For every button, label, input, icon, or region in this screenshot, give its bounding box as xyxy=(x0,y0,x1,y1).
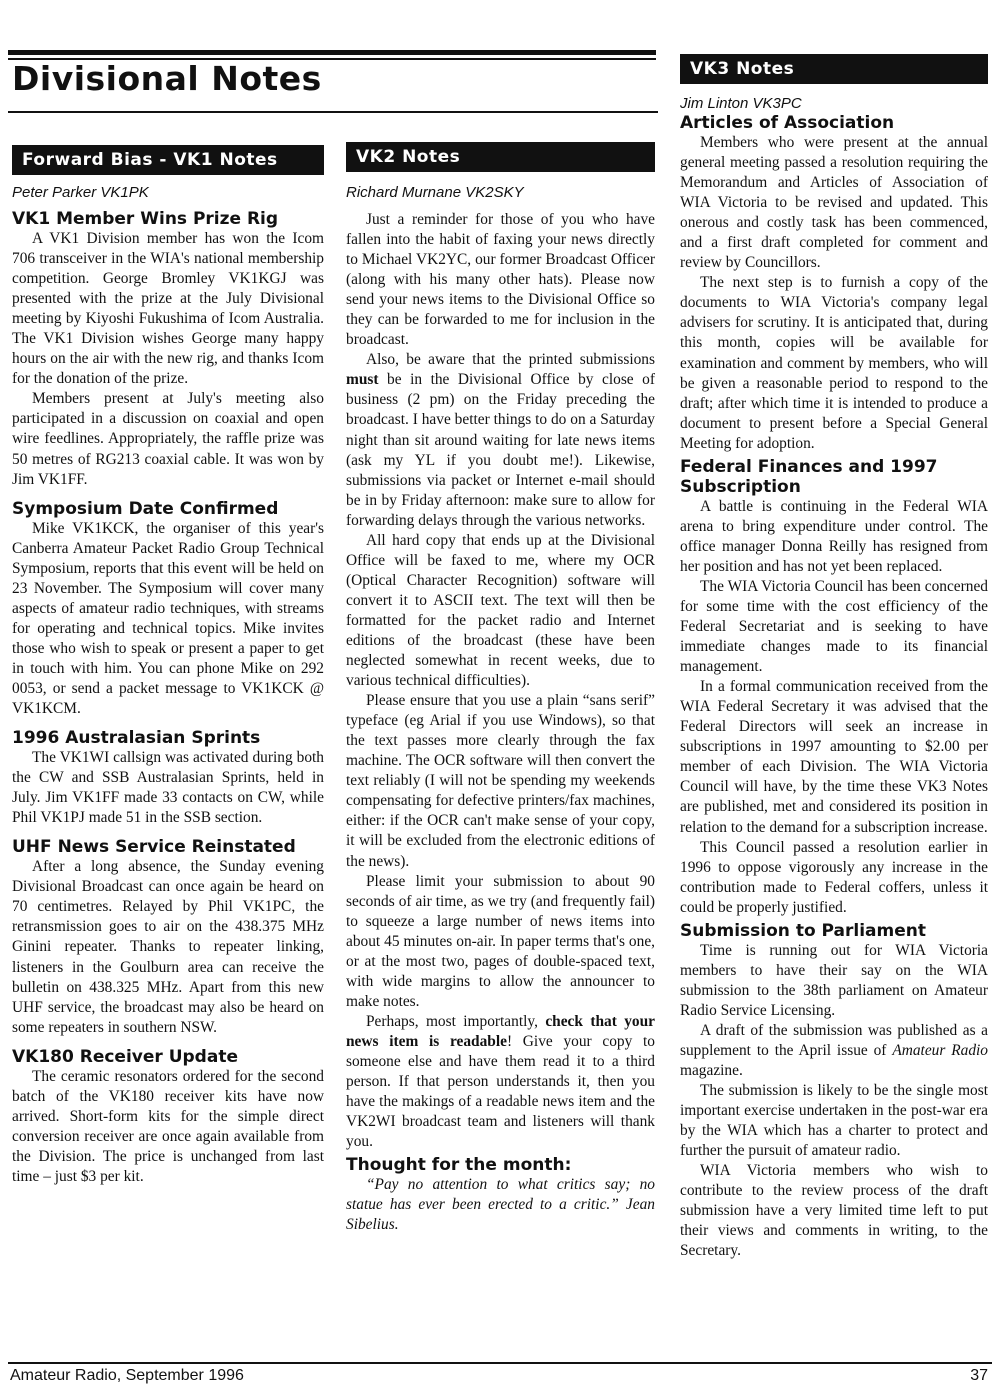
vk2-text: Also, be aware that the printed submissions xyxy=(366,351,655,369)
footer-publication: Amateur Radio, September 1996 xyxy=(10,1367,244,1384)
vk1-heading-prize-rig: VK1 Member Wins Prize Rig xyxy=(12,209,279,229)
vk2-text: Perhaps, most importantly, xyxy=(366,1012,546,1030)
vk2-emphasis: check that your news item is readable xyxy=(346,1012,655,1050)
vk3-column xyxy=(680,54,988,1261)
vk3-paragraph: Time is running out for WIA Victoria members to have their say on the WIA submission to the 38th parliament on Amateur Radio Service Licensing. xyxy=(680,941,988,1019)
vk2-header: VK2 Notes xyxy=(346,142,655,172)
vk1-paragraph: Members present at July's meeting also participated in a discussion on coaxial and open wire feedlines. Appropriately, the raffle prize was 50 metres of RG213 coaxial cable. It was won by Jim VK1FF. xyxy=(12,390,324,488)
vk2-emphasis: must xyxy=(346,371,379,389)
vk3-text: A draft of the submission was published as a supplement to the April issue of xyxy=(680,1021,988,1059)
vk1-heading-sprints: 1996 Australasian Sprints xyxy=(12,728,261,749)
vk2-thought-quote xyxy=(346,1175,655,1235)
page-number: 37 xyxy=(970,1367,988,1384)
vk2-column xyxy=(346,142,655,1235)
vk2-paragraph: Just a reminder for those of you who have fallen into the habit of faxing your news directly to Michael VK2YC, our former Broadcast Officer (along with his many other hats). Please now send your news items to the Divisional Office so they can be forwarded to me for inclusion in the broadcast. xyxy=(346,211,655,349)
vk2-text: ! Give your copy to someone else and have them read it to a third person. If that person understands it, then you have the makings of a readable news item and the VK2WI broadcast team and listeners will thank you. xyxy=(346,1032,655,1151)
vk3-text: magazine. xyxy=(680,1062,743,1080)
vk2-paragraph xyxy=(346,350,655,530)
vk2-byline: Richard Murnane VK2SKY xyxy=(346,184,524,201)
vk3-paragraph xyxy=(680,1021,988,1081)
page-title: Divisional Notes xyxy=(12,59,322,98)
footer-rule xyxy=(8,1362,992,1364)
vk3-paragraph: Members who were present at the annual general meeting passed a resolution requiring the Memorandum and Articles of Association of WIA Victoria to be revised and updated. This onerous and costly task has been commenced, and a first draft completed for comment and review by Councillors. xyxy=(680,134,988,272)
vk2-quote-text: “Pay no attention to what critics say; no statue has ever been erected to a critic.” xyxy=(346,1176,655,1214)
vk3-header: VK3 Notes xyxy=(680,54,988,84)
top-rule-thick xyxy=(8,50,656,55)
vk3-magazine-title: Amateur Radio xyxy=(892,1041,988,1059)
vk3-paragraph: WIA Victoria members who wish to contribute to the review process of the draft submission have a very limited time left to put their views and comments in writing, to the Secretary. xyxy=(680,1162,988,1260)
vk1-paragraph: Mike VK1KCK, the organiser of this year's Canberra Amateur Packet Radio Group Technical Symposium, reports that this event will be held on 23 November. The Symposium will cover many aspects of amateur radio techniques, with streams for operating and technical topics. Mike invites those who wish to speak or present a paper to get in touch with him. You can phone Mike on 292 0053, or send a packet message to VK1KCK @ VK1KCM. xyxy=(12,519,324,718)
vk2-paragraph: All hard copy that ends up at the Divisional Office will be faxed to me, where my OCR (Optical Character Recognition) software will convert it to ASCII text. The text will then be formatted for the packet radio and Internet editions of the broadcast (these have been neglected somewhat in recent weeks, due to various technical difficulties). xyxy=(346,531,655,690)
vk3-paragraph: This Council passed a resolution earlier in 1996 to oppose vigorously any increase in the contribution made to Federal coffers, unless it could be properly justified. xyxy=(680,838,988,916)
vk3-paragraph: The submission is likely to be the single most important exercise undertaken in the post-war era by the WIA which has a charter to protect and further the pursuit of amateur radio. xyxy=(680,1082,988,1160)
vk3-heading-finances: Federal Finances and 1997 Subscription xyxy=(680,456,938,497)
vk2-paragraph xyxy=(346,1012,655,1152)
vk3-paragraph: The next step is to furnish a copy of the documents to WIA Victoria's company legal advisers for scrutiny. It is anticipated that, during this month, copies will be available for examination and comment by members, who will be given a reasonable period to respond to the draft; after which time it is intended to produce a document to present before a Special General Meeting for adoption. xyxy=(680,274,988,452)
vk2-thought-heading: Thought for the month: xyxy=(346,1155,572,1176)
vk1-paragraph: The ceramic resonators ordered for the second batch of the VK180 receiver kits have now arrived. Short-form kits for the simple direct conversion receiver are once again available from the Division. The price is unchanged from last time – just $3 per kit. xyxy=(12,1067,324,1185)
vk3-heading-parliament: Submission to Parliament xyxy=(680,920,927,941)
vk1-paragraph: The VK1WI callsign was activated during both the CW and SSB Australasian Sprints, held in July. Jim VK1FF made 33 contacts on CW, while Phil VK1PJ made 51 in the SSB section. xyxy=(12,749,324,827)
vk1-paragraph: A VK1 Division member has won the Icom 706 transceiver in the WIA's national membership competition. George Bromley VK1KGJ was presented with the prize at the July Divisional meeting by Kiyoshi Fukushima of Icom Australia. The VK1 Division wishes George many happy hours on the air with the new rig, and thanks Icom for the donation of the prize. xyxy=(12,230,324,388)
vk3-paragraph: The WIA Victoria Council has been concerned for some time with the cost efficiency of the Federal Secretariat and is seeking to have immediate changes made to its financial management. xyxy=(680,577,988,676)
vk2-paragraph: Please ensure that you use a plain “sans serif” typeface (eg Arial if you use Windows), so that the text passes more clearly through the fax machine. The OCR software will then convert the text reliably (I will not be spending my weekends compensating for defective printers/fax machines, either: if the OCR can't make sense of your copy, it will be excluded from the electronic editions of the news). xyxy=(346,692,655,870)
title-rule xyxy=(8,111,658,113)
vk3-paragraph: In a formal communication received from the WIA Federal Secretary it was advised that the Federal Directors will seek an increase in subscriptions in 1997 amounting to $2.00 per member of each Division. The WIA Victoria Council will have, by the time these VK3 Notes are published, met and considered its position in relation to the demand for a subscription increase. xyxy=(680,678,988,836)
vk3-heading-articles: Articles of Association xyxy=(680,113,895,133)
vk1-header: Forward Bias - VK1 Notes xyxy=(12,145,324,175)
vk2-quote-author: Jean Sibelius. xyxy=(346,1196,655,1234)
vk2-paragraph: Please limit your submission to about 90 seconds of air time, as we try (and frequently fail) to squeeze a large number of news items into about 45 minutes on-air. In paper terms that's one, or at the most two, pages of double-spaced text, with wide margins to allow the announcer to make notes. xyxy=(346,872,655,1010)
vk1-paragraph: After a long absence, the Sunday evening Divisional Broadcast can once again be heard on 70 centimetres. Relayed by Phil VK1PC, the retransmission goes to air on the 438.375 MHz Ginini repeater. Thanks to repeater linking, listeners in the Goulburn area can receive the bulletin on 438.325 MHz. Apart from this new UHF service, the broadcast may also be heard on some repeaters in southern NSW. xyxy=(12,858,324,1036)
vk1-heading-symposium: Symposium Date Confirmed xyxy=(12,498,279,519)
vk2-text: be in the Divisional Office by close of business (2 pm) on the Friday preceding the broadcast. I have better things to do on a Saturday night than sit around waiting for late news items (ask my YL if you doubt me!). Likewise, submissions via packet or Internet e-mail should be in by Friday afternoon: make sure to allow for forwarding delays through the various networks. xyxy=(346,371,655,529)
vk1-heading-vk180: VK180 Receiver Update xyxy=(12,1046,238,1067)
vk1-column xyxy=(12,145,324,1187)
vk3-byline: Jim Linton VK3PC xyxy=(680,95,802,112)
vk1-byline: Peter Parker VK1PK xyxy=(12,184,149,201)
vk1-heading-uhf: UHF News Service Reinstated xyxy=(12,837,296,858)
vk3-paragraph: A battle is continuing in the Federal WIA arena to bring expenditure under control. The office manager Donna Reilly has resigned from her position and has not yet been replaced. xyxy=(680,497,988,575)
